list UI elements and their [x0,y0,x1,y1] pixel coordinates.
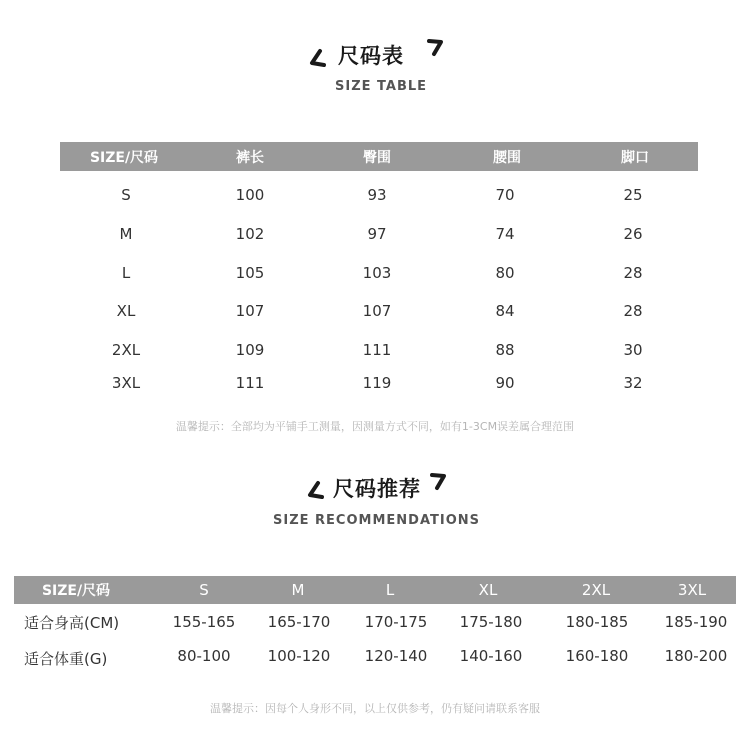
weight-row-label: 适合体重(G) [24,650,108,668]
recommendations-note: 温馨提示：因每个人身形不同，以上仅供参考，仍有疑问请联系客服 [210,702,540,715]
rec-header-xl: XL [478,581,498,599]
header-cell-waist: 腰围 [493,149,521,166]
left-bracket-icon [306,48,328,70]
size-table-cell: 84 [495,302,515,320]
size-table-cell: 93 [367,186,387,204]
size-table-row-label: XL [116,302,136,320]
header-cell-hem: 脚口 [621,149,649,166]
size-table-subtitle: SIZE TABLE [335,79,428,94]
size-table-cell: 111 [362,341,392,359]
left-bracket-icon [304,480,326,502]
size-table-cell: 70 [495,186,515,204]
weight-cell: 140-160 [459,647,523,665]
weight-cell: 80-100 [177,647,231,665]
size-table-cell: 102 [235,225,265,243]
size-table-cell: 26 [623,225,643,243]
size-table-cell: 119 [362,374,392,392]
header-cell-length: 裤长 [236,149,264,166]
size-table-row-label: 2XL [111,341,141,359]
size-table-cell: 88 [495,341,515,359]
weight-cell: 120-140 [364,647,428,665]
size-table-cell: 80 [495,264,515,282]
size-table-row-label: L [121,264,131,282]
size-table-header [60,142,698,171]
rec-header-size: SIZE/尺码 [41,583,111,599]
height-cell: 170-175 [364,613,428,631]
recommendations-header [14,576,736,604]
size-table-row-label: M [119,225,133,243]
height-cell: 155-165 [172,613,236,631]
size-table-cell: 111 [235,374,265,392]
size-table-cell: 97 [367,225,387,243]
right-bracket-icon [428,470,450,492]
size-table-cell: 28 [623,302,643,320]
rec-header-3xl: 3XL [677,581,707,599]
height-row-label: 适合身高(CM) [24,614,120,632]
size-table-cell: 28 [623,264,643,282]
size-table-cell: 107 [362,302,392,320]
recommendations-subtitle: SIZE RECOMMENDATIONS [273,513,480,528]
size-table-cell: 25 [623,186,643,204]
size-table-cell: 74 [495,225,515,243]
height-cell: 185-190 [664,613,728,631]
header-cell-hip: 臀围 [363,149,391,166]
weight-cell: 180-200 [664,647,728,665]
size-table-cell: 103 [362,264,392,282]
recommendations-title: 尺码推荐 [333,477,421,501]
size-table-cell: 30 [623,341,643,359]
size-table-cell: 100 [235,186,265,204]
rec-header-m: M [291,581,305,599]
size-table-cell: 90 [495,374,515,392]
size-table-note: 温馨提示：全部均为平铺手工测量，因测量方式不同，如有1-3CM误差属合理范围 [175,420,575,433]
rec-header-s: S [199,581,209,599]
size-table-cell: 32 [623,374,643,392]
rec-header-2xl: 2XL [581,581,611,599]
header-cell-size: SIZE/尺码 [89,149,159,166]
rec-header-l: L [385,581,395,599]
height-cell: 180-185 [565,613,629,631]
size-table-cell: 105 [235,264,265,282]
size-table-title: 尺码表 [338,44,404,68]
size-table-cell: 107 [235,302,265,320]
height-cell: 175-180 [459,613,523,631]
right-bracket-icon [425,36,447,58]
size-table-row-label: S [121,186,131,204]
height-cell: 165-170 [267,613,331,631]
size-table-cell: 109 [235,341,265,359]
size-table-row-label: 3XL [111,374,141,392]
weight-cell: 160-180 [565,647,629,665]
weight-cell: 100-120 [267,647,331,665]
